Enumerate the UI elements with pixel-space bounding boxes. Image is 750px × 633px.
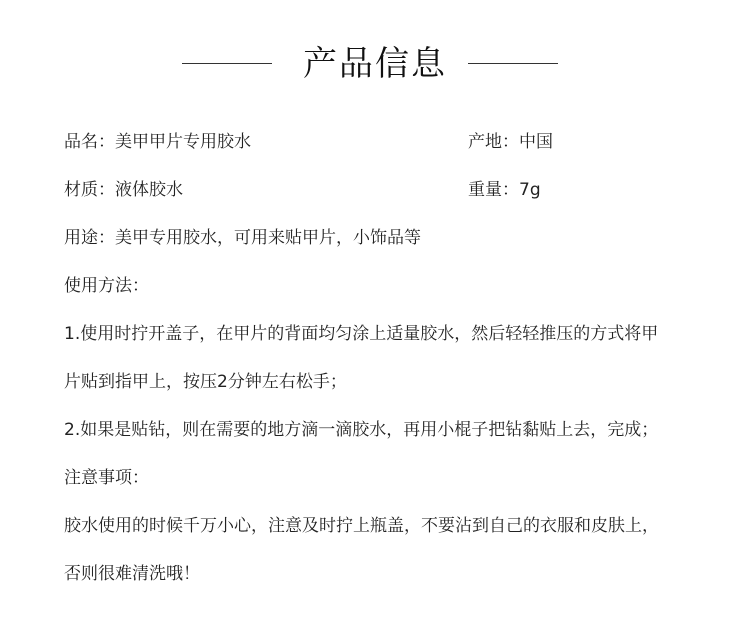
notes-line-2: 否则很难清洗哦！	[64, 564, 200, 584]
product-weight: 重量：7g	[468, 180, 541, 200]
usage-step-1-line-2: 片贴到指甲上，按压2分钟左右松手；	[64, 372, 347, 392]
usage-step-1-line-1: 1.使用时拧开盖子，在甲片的背面均匀涂上适量胶水，然后轻轻推压的方式将甲	[64, 324, 659, 344]
notes-line-1: 胶水使用的时候千万小心，注意及时拧上瓶盖，不要沾到自己的衣服和皮肤上，	[64, 516, 659, 536]
section-header	[0, 36, 750, 92]
header-divider-right	[468, 63, 558, 64]
usage-step-2: 2.如果是贴钻，则在需要的地方滴一滴胶水，再用小棍子把钻黏贴上去，完成；	[64, 420, 659, 440]
product-origin: 产地：中国	[468, 132, 553, 152]
usage-method-heading: 使用方法：	[64, 276, 149, 296]
page-title: 产品信息	[303, 44, 447, 84]
product-name: 品名：美甲甲片专用胶水	[64, 132, 251, 152]
notes-heading: 注意事项：	[64, 468, 149, 488]
product-purpose: 用途：美甲专用胶水，可用来贴甲片，小饰品等	[64, 228, 421, 248]
product-material: 材质：液体胶水	[64, 180, 183, 200]
